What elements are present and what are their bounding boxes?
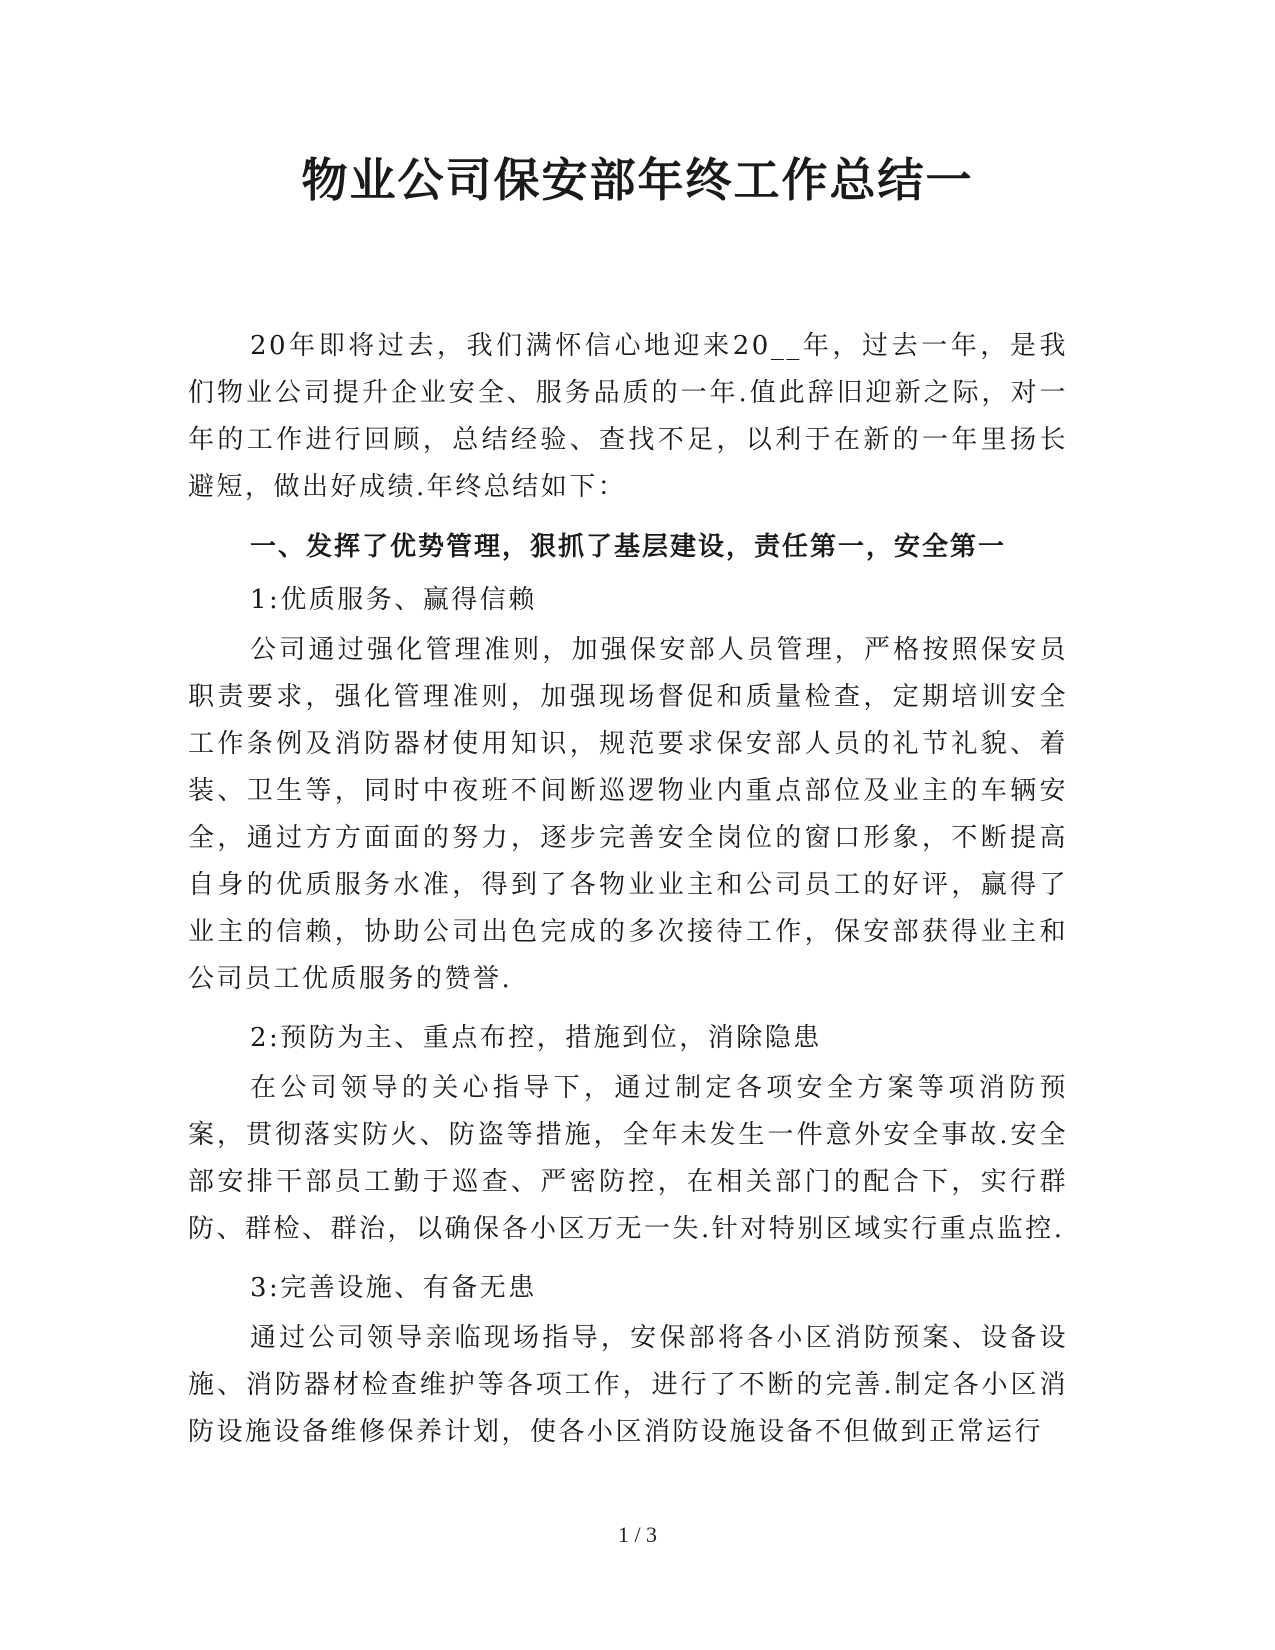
item-title: 3:完善设施、有备无患 [250,1273,537,1303]
intro-paragraph: 20年即将过去，我们满怀信心地迎来20__年，过去一年，是我们物业公司提升企业安全、服务品质的一年.值此辞旧迎新之际，对一年的工作进行回顾，总结经验、查找不足，以利于在新的一年里扬长避短，做出好成绩.年终总结如下： [188,331,1068,502]
document-body [188,323,1068,1456]
item-title: 2:预防为主、重点布控，措施到位，消除隐患 [250,1023,822,1053]
document-title: 物业公司保安部年终工作总结一 [301,153,974,207]
item-paragraph: 公司通过强化管理准则，加强保安部人员管理，严格按照保安员职责要求，强化管理准则，加强现场督促和质量检查，定期培训安全工作条例及消防器材使用知识，规范要求保安部人员的礼节礼貌、着装、卫生等，同时中夜班不间断巡逻物业内重点部位及业主的车辆安全，通过方方面面的努力，逐步完善安全岗位的窗口形象，不断提高自身的优质服务水准，得到了各物业业主和公司员工的好评，赢得了业主的信赖，协助公司出色完成的多次接待工作，保安部获得业主和公司员工优质服务的赞誉. [188,635,1068,994]
page-number: 1 / 3 [617,1522,658,1547]
spacer [188,1253,1068,1261]
spacer [188,1003,1068,1011]
section-heading: 一、发挥了优势管理，狠抓了基层建设，责任第一，安全第一 [250,532,1007,562]
item-title: 1:优质服务、赢得信赖 [250,585,537,615]
item-paragraph: 通过公司领导亲临现场指导，安保部将各小区消防预案、设备设施、消防器材检查维护等各项工作，进行了不断的完善.制定各小区消防设施设备维修保养计划，使各小区消防设施设备不但做到正常运行 [188,1323,1068,1447]
item-paragraph: 在公司领导的关心指导下，通过制定各项安全方案等项消防预案，贯彻落实防火、防盗等措施，全年未发生一件意外安全事故.安全部安排干部员工勤于巡查、严密防控，在相关部门的配合下，实行群防、群检、群治，以确保各小区万无一失.针对特别区域实行重点监控. [188,1073,1068,1244]
